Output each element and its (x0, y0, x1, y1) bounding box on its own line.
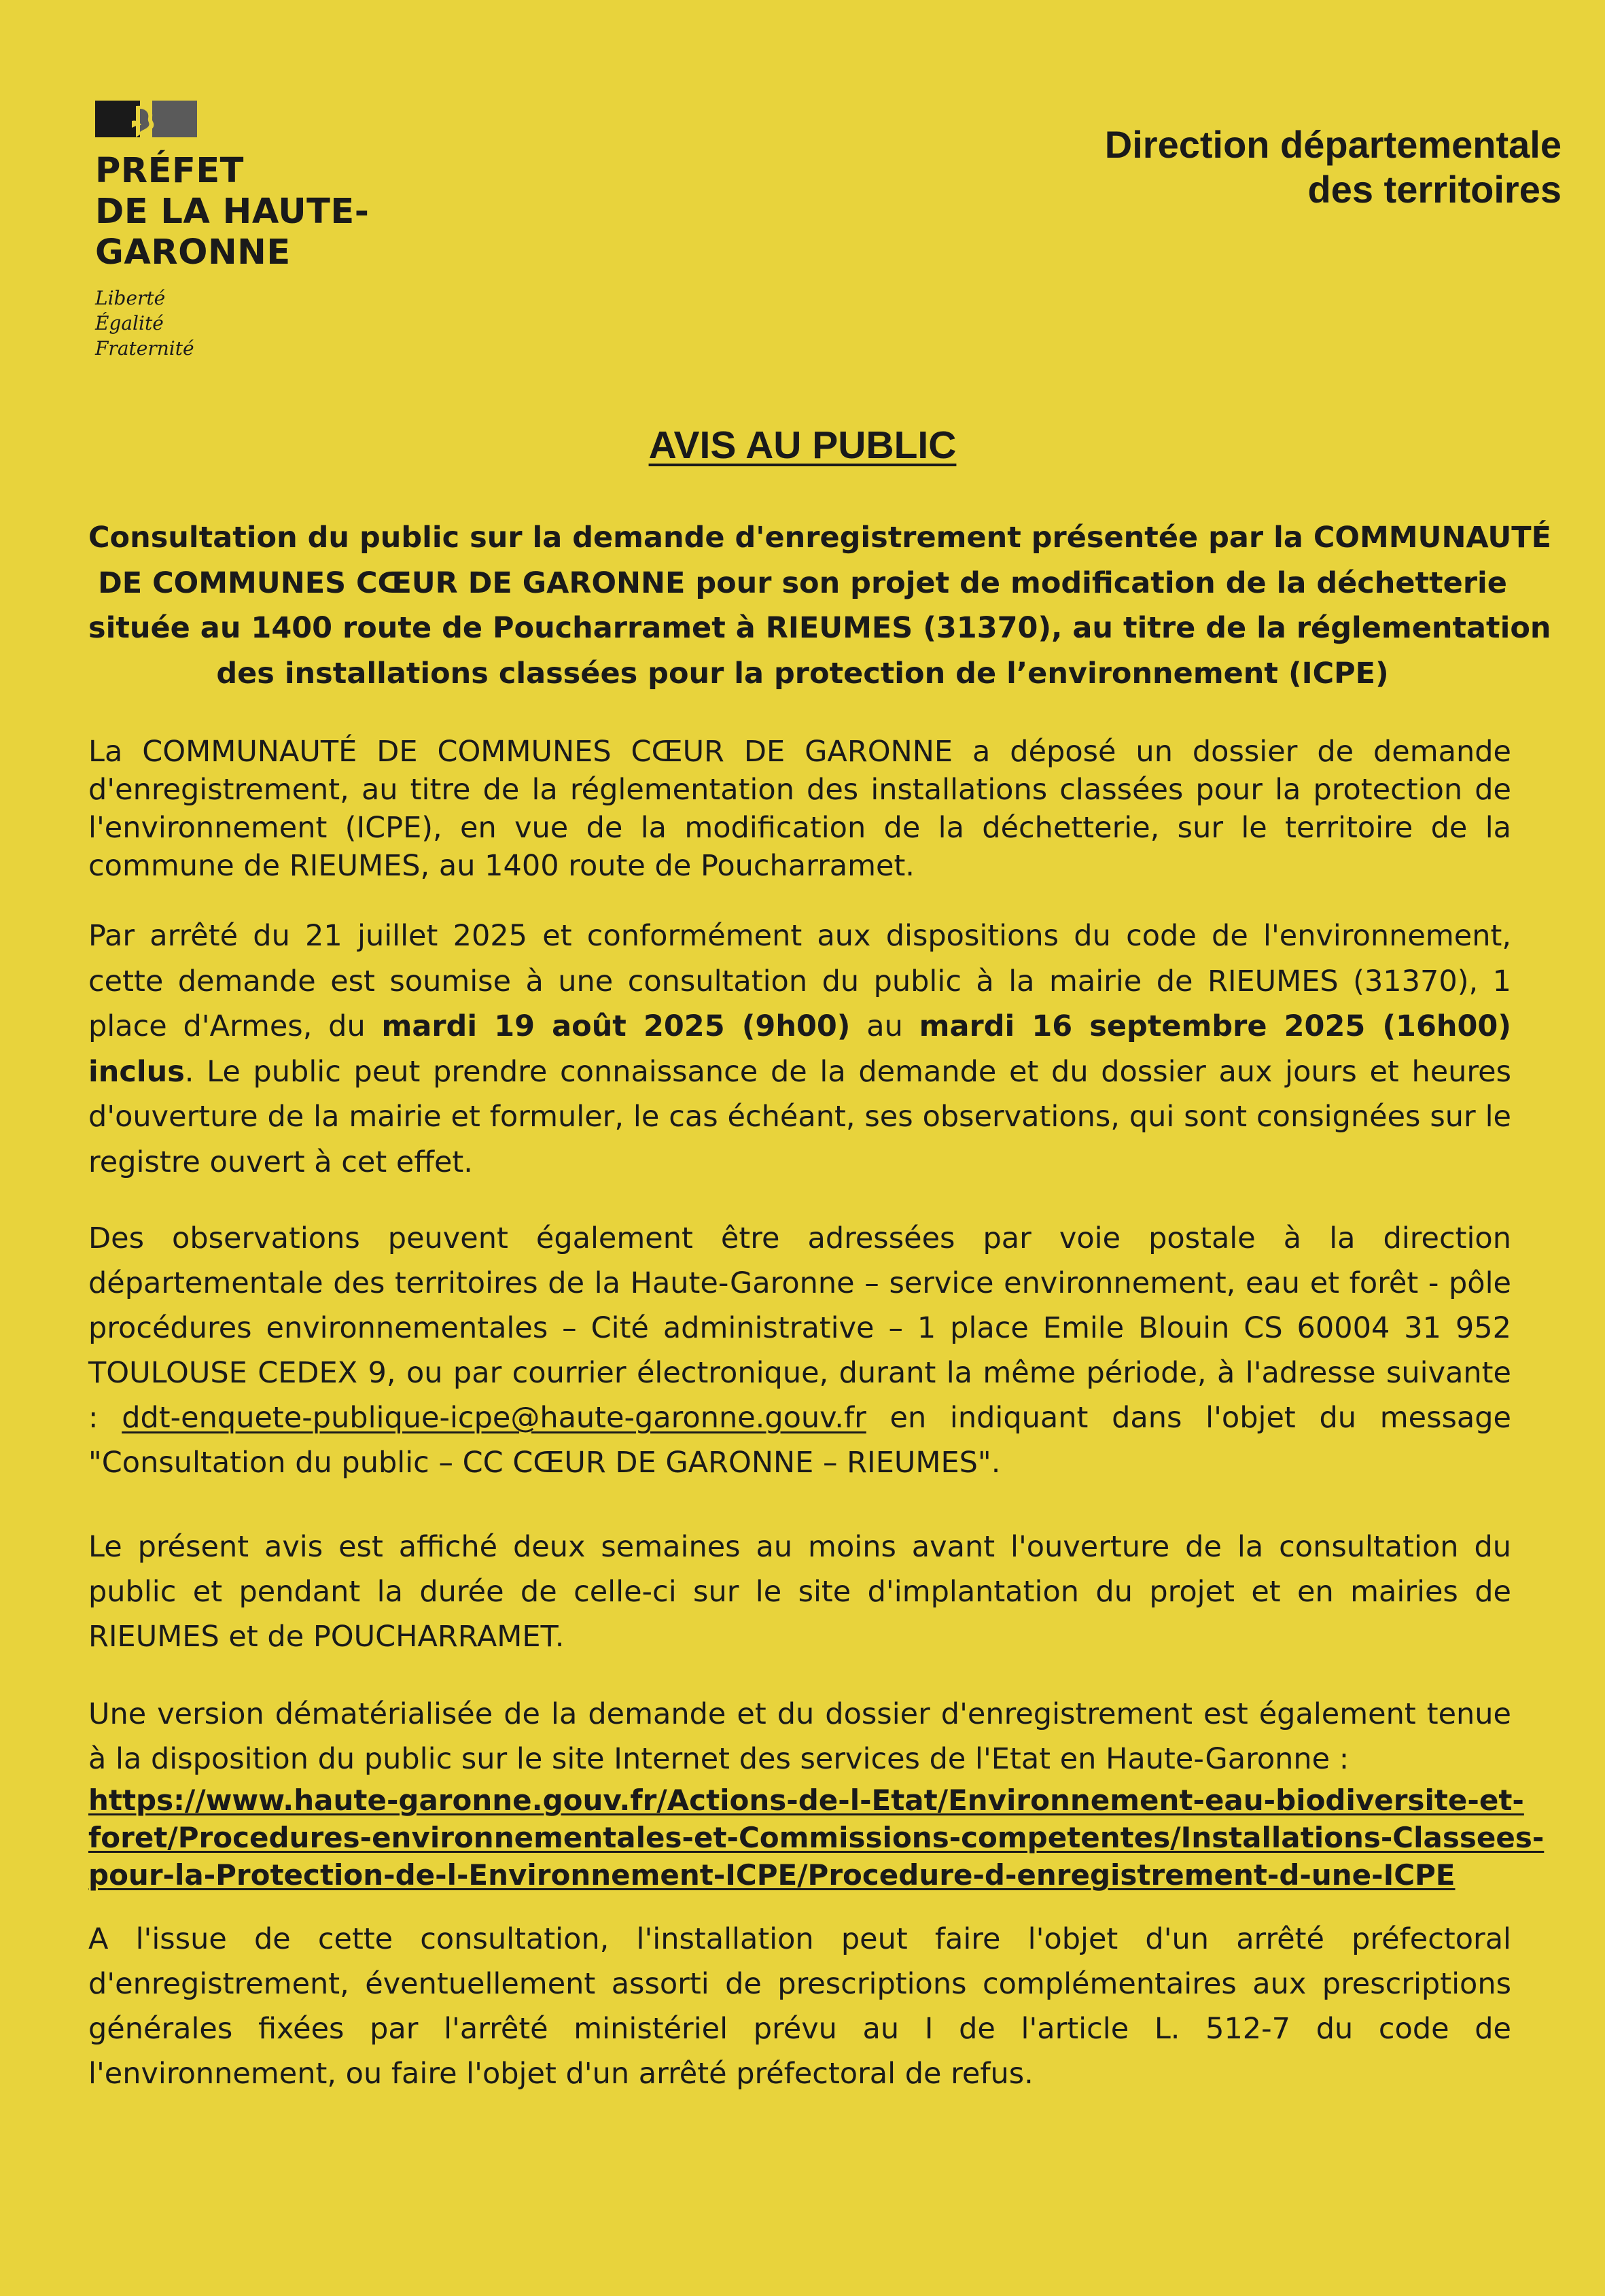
subtitle-line: située au 1400 route de Poucharramet à RIEUMES (31370), au titre de la réglementation (88, 611, 1551, 645)
paragraph-online: Une version dématérialisée de la demande et du dossier d'enregistrement est également tenue à la disposition du public sur le site Internet des services de l'Etat en Haute-Garonne : (88, 1697, 1511, 1776)
consultation-start-date: mardi 19 août 2025 (9h00) (381, 1009, 851, 1043)
url-line[interactable]: https://www.haute-garonne.gouv.fr/Actions-de-l-Etat/Environnement-eau-biodiversite-et- (88, 1784, 1524, 1817)
prefecture-logo (95, 101, 408, 361)
paragraph-observations (88, 1216, 1511, 1485)
motto-line: Liberté (95, 287, 166, 309)
paragraph-consultation (88, 914, 1511, 1185)
service-heading-line: Direction départementale (1104, 123, 1562, 166)
url-line[interactable]: pour-la-Protection-de-l-Environnement-ICPE/Procedure-d-enregistrement-d-une-ICPE (88, 1858, 1456, 1892)
subtitle-line: des installations classées pour la protection de l’environnement (ICPE) (216, 656, 1389, 691)
motto-line: Égalité (95, 312, 164, 334)
text-run: en indiquant dans l'objet du message "Consultation du public – CC CŒUR DE GARONNE – RIEUMES". (88, 1401, 1512, 1480)
text-run: . Le public peut prendre connaissance de la demande et du dossier aux jours et heures d'ouverture de la mairie et formuler, le cas échéant, ses observations, qui sont consignées sur le registre ouvert à cet effet. (88, 1054, 1511, 1179)
notice-body (88, 733, 1545, 2096)
notice-subtitle (88, 515, 1552, 696)
republic-motto (95, 285, 408, 361)
marianne-icon (95, 101, 197, 137)
text-run: Par arrêté du 21 juillet 2025 et conformément aux dispositions du code de l'environnement, cette demande est soumise à une consultation du public à la mairie de RIEUMES (31370), 1 place d'Armes, du (88, 919, 1511, 1043)
email-link[interactable]: ddt-enquete-publique-icpe@haute-garonne.gouv.fr (122, 1401, 866, 1435)
paragraph-outcome: A l'issue de cette consultation, l'installation peut faire l'objet d'un arrêté préfectoral d'enregistrement, éventuellement assorti de prescriptions complémentaires aux prescriptions générales fixées par l'arrêté ministériel prévu au I de l'article L. 512-7 du code de l'environnement, ou faire l'objet d'un arrêté préfectoral de refus. (88, 1922, 1511, 2091)
prefet-line: DE LA HAUTE- (95, 192, 370, 232)
text-run: au (850, 1009, 919, 1043)
procedure-url-link[interactable] (88, 1781, 1545, 1894)
prefet-line: GARONNE (95, 232, 291, 273)
paragraph-display: Le présent avis est affiché deux semaines au moins avant l'ouverture de la consultation du public et pendant la durée de celle-ci sur le site d'implantation du projet et en mairies de RIEUMES et de POUCHARRAMET. (88, 1530, 1511, 1654)
paragraph-deposit: La COMMUNAUTÉ DE COMMUNES CŒUR DE GARONNE a déposé un dossier de demande d'enregistrement, au titre de la réglementation des installations classées pour la protection de l'environnement (ICPE), en vue de la modification de la déchetterie, sur le territoire de la commune de RIEUMES, au 1400 route de Poucharramet. (88, 735, 1511, 883)
service-heading (1105, 122, 1562, 212)
subtitle-line: Consultation du public sur la demande d'enregistrement présentée par la COMMUNAUTÉ (88, 521, 1552, 555)
prefet-line: PRÉFET (95, 151, 244, 191)
consultation-end-date: mardi 16 septembre 2025 (16h00) inclus (88, 1009, 1511, 1089)
prefet-name (95, 151, 408, 273)
url-line[interactable]: foret/Procedures-environnementales-et-Commissions-competentes/Installations-Classees- (88, 1821, 1545, 1854)
motto-line: Fraternité (95, 337, 194, 360)
service-heading-line: des territoires (1307, 168, 1562, 211)
page-title: AVIS AU PUBLIC (648, 423, 957, 467)
text-run: Des observations peuvent également être adressées par voie postale à la direction départementale des territoires de la Haute-Garonne – service environnement, eau et forêt - pôle procédures environnementales – Cité administrative – 1 place Emile Blouin CS 60004 31 952 TOULOUSE CEDEX 9, ou par courrier électronique, durant la même période, à l'adresse suivante : (88, 1221, 1511, 1435)
subtitle-line: DE COMMUNES CŒUR DE GARONNE pour son projet de modification de la déchetterie (98, 566, 1507, 600)
